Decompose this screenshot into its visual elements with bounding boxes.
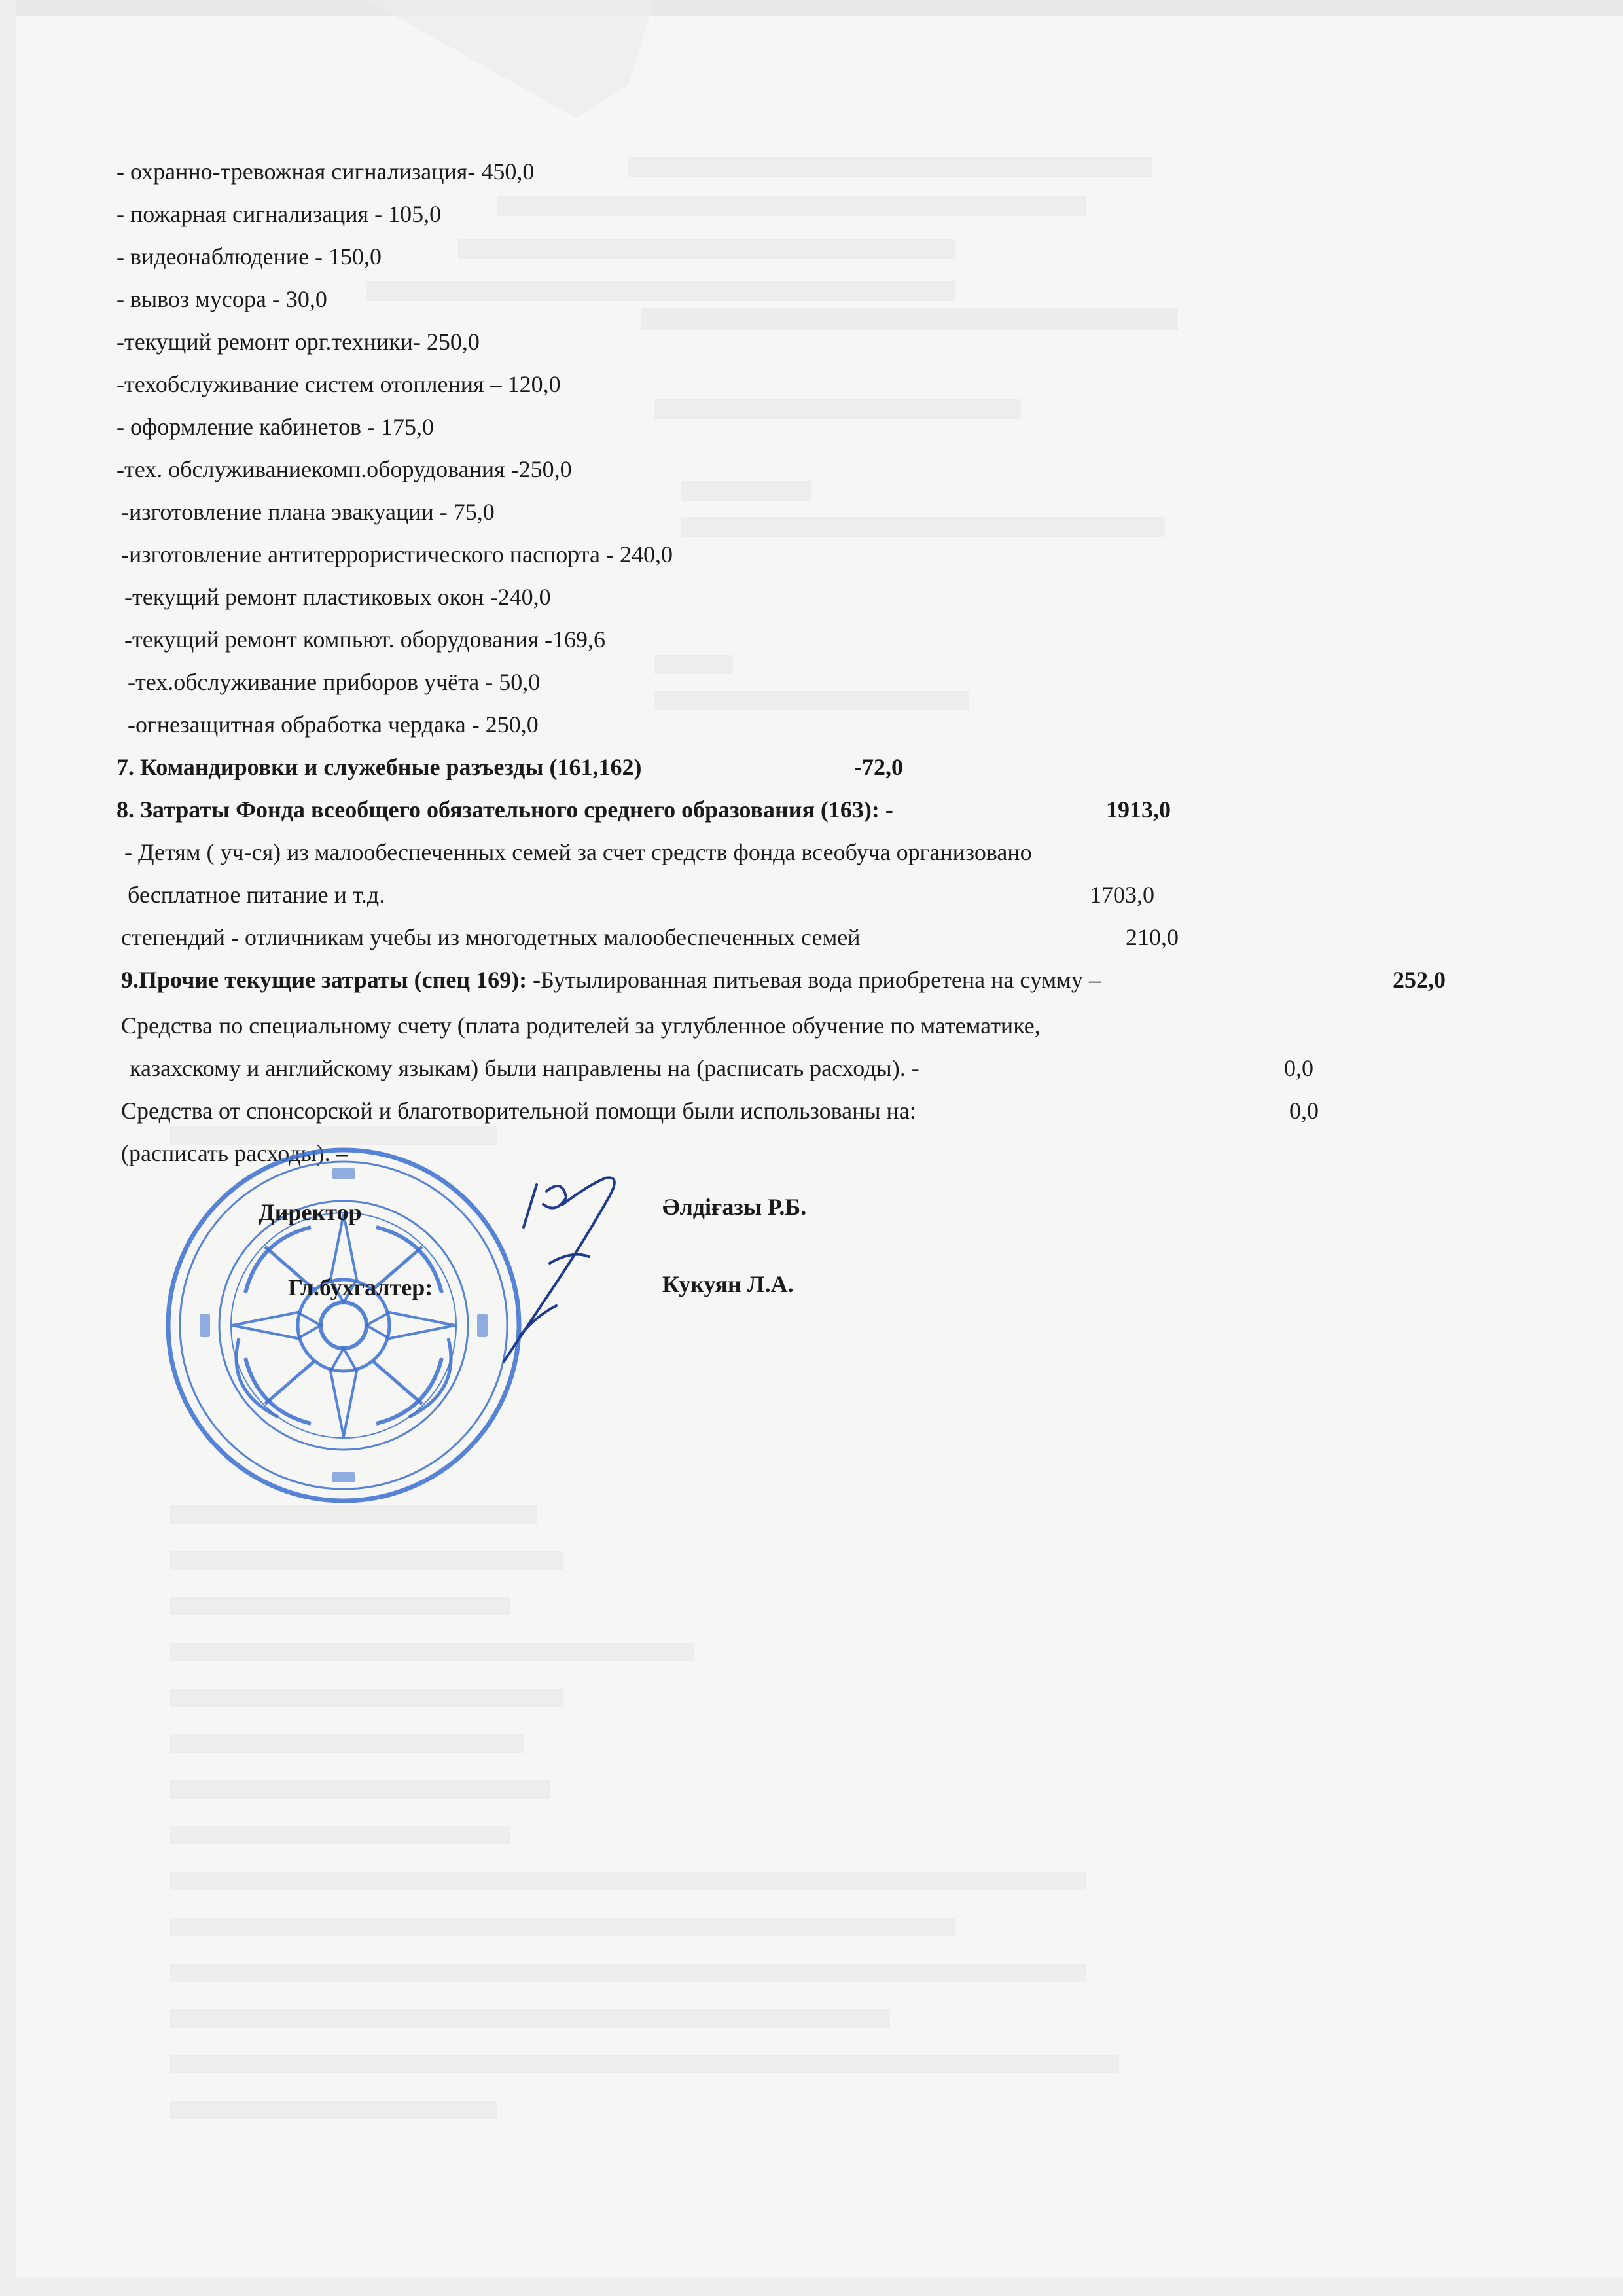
expense-item: -тех.обслуживание приборов учёта - 50,0: [128, 669, 541, 695]
sponsor-line-1: Средства от спонсорской и благотворительной помощи были использованы на:: [121, 1098, 916, 1124]
section-8-line-2-value: 1703,0: [1090, 882, 1154, 908]
section-9-row: [121, 965, 1101, 994]
director-name: Әлдіғазы Р.Б.: [662, 1194, 807, 1220]
expense-item: - оформление кабинетов - 175,0: [116, 414, 434, 440]
expense-item: - видеонаблюдение - 150,0: [116, 243, 382, 270]
expense-item: -текущий ремонт орг.техники- 250,0: [116, 329, 480, 355]
section-7-value: -72,0: [854, 754, 903, 780]
accountant-label: Гл.бухгалтер:: [288, 1274, 433, 1300]
section-8-line-1: - Детям ( уч-ся) из малообеспеченных семей за счет средств фонда всеобуча организовано: [124, 839, 1032, 865]
section-8-line-2: бесплатное питание и т.д.: [128, 882, 385, 908]
section-7-label: 7. Командировки и служебные разъезды (161,162): [116, 754, 642, 780]
expense-item: - вывоз мусора - 30,0: [116, 286, 327, 312]
expense-item: -техобслуживание систем отопления – 120,0: [116, 371, 561, 397]
accountant-name: Кукуян Л.А.: [662, 1271, 794, 1297]
sponsor-value: 0,0: [1289, 1098, 1319, 1124]
handwritten-signature: [458, 1165, 654, 1388]
section-9-value: 252,0: [1393, 967, 1446, 993]
section-8-label: 8. Затраты Фонда всеобщего обязательного среднего образования (163): -: [116, 797, 893, 823]
section-9-label: 9.Прочие текущие затраты (спец 169): -: [121, 967, 541, 993]
section-8-value: 1913,0: [1106, 797, 1171, 823]
special-account-line-2: казахскому и английскому языкам) были направлены на (расписать расходы). -: [130, 1055, 919, 1081]
expense-item: -огнезащитная обработка чердака - 250,0: [128, 711, 539, 738]
expense-item: -текущий ремонт пластиковых окон -240,0: [124, 584, 551, 610]
special-account-line-1: Средства по специальному счету (плата родителей за углубленное обучение по математике,: [121, 1013, 1041, 1039]
expense-item: -тех. обслуживаниекомп.оборудования -250,0: [116, 456, 572, 482]
section-8-line-3: степендий - отличникам учебы из многодетных малообеспеченных семей: [121, 924, 861, 950]
expense-item: -изготовление плана эвакуации - 75,0: [121, 499, 495, 525]
director-label: Директор: [259, 1199, 362, 1225]
section-8-line-3-value: 210,0: [1126, 924, 1179, 950]
sponsor-line-2: (расписать расходы). –: [121, 1140, 348, 1166]
expense-item: -изготовление антитеррористического паспорта - 240,0: [121, 541, 673, 567]
expense-item: - пожарная сигнализация - 105,0: [116, 201, 442, 227]
section-9-text: Бутылированная питьевая вода приобретена на сумму –: [541, 967, 1101, 993]
expense-item: - охранно-тревожная сигнализация- 450,0: [116, 158, 535, 185]
special-account-value: 0,0: [1284, 1055, 1313, 1081]
expense-item: -текущий ремонт компьют. оборудования -169,6: [124, 626, 606, 653]
